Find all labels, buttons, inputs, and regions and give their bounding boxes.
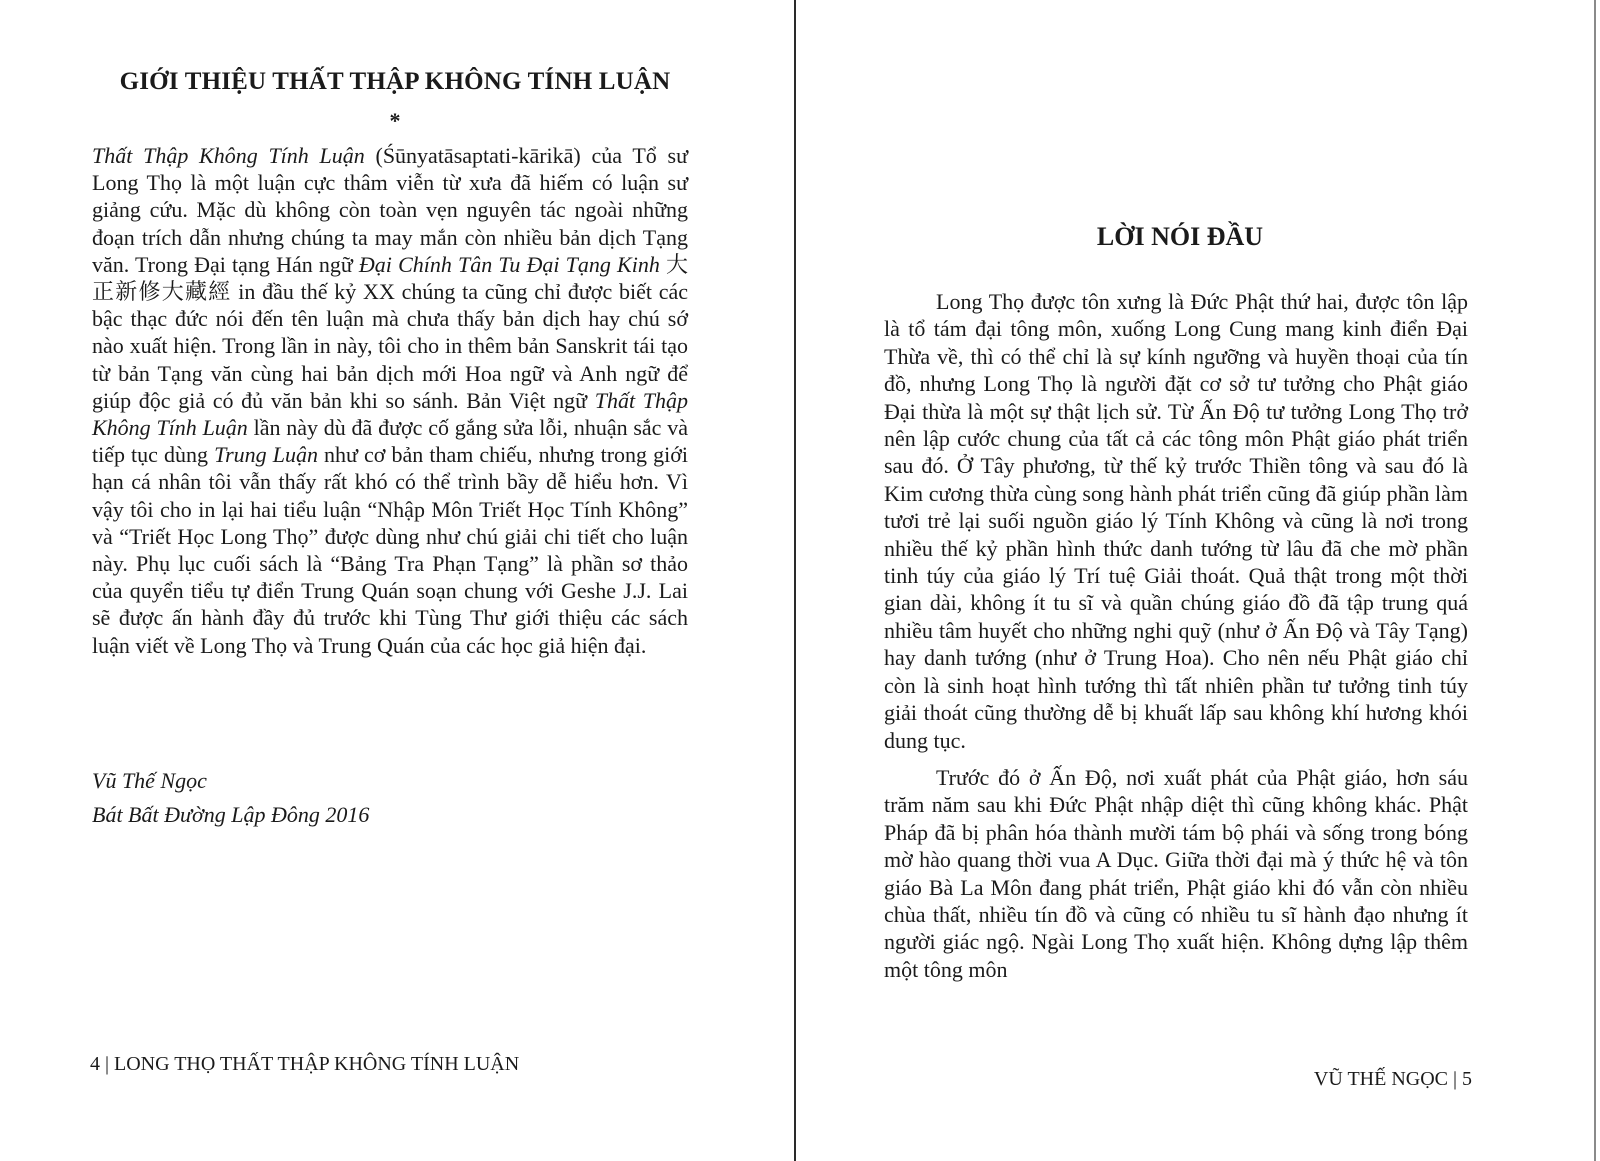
- title-separator: *: [389, 108, 401, 133]
- text-run: như cơ bản tham chiếu, nhưng trong giới hạn cá nhân tôi vẫn thấy rất khó có thể trình bầy dễ hiểu hơn. Vì vậy tôi cho in lại hai tiểu luận “Nhập Môn Triết Học Tính Không” và “Triết Học Long Thọ” được dùng như chú giải chi tiết cho luận này. Phụ lục cuối sách là “Bảng Tra Phạn Tạng” là phần sơ thảo của quyển tiểu tự điển Trung Quán soạn chung với Geshe J.J. Lai sẽ được ấn hành đầy đủ trước khi Tùng Thư giới thiệu các sách luận viết về Long Thọ và Trung Quán của các học giả hiện đại.: [92, 442, 688, 658]
- text-run: (Śūnyatāsaptati-kārikā) của Tổ sư Long Thọ là một luận cực thâm viễn từ xưa đã hiếm có luận sư giảng cứu. Mặc dù không còn toàn vẹn nguyên tác ngoài những đoạn trích dẫn nhưng chúng ta may mắn còn nhiều bản dịch Tạng văn. Trong Đại tạng Hán ngữ: [92, 143, 688, 277]
- text-run: lần này dù đã được cố gắng sửa lỗi, nhuận sắc và tiếp tục dùng: [92, 415, 688, 468]
- text-run: 大正新修大藏經 in đầu thế kỷ XX chúng ta cũng chỉ được biết các bậc thạc đức nói đến tên luận mà chưa thấy bản dịch hay chú sớ nào xuất hiện. Trong lần in này, tôi cho in thêm bản Sanskrit tái tạo từ bản Tạng văn cùng hai bản dịch mới Hoa ngữ và Anh ngữ để giúp độc giả có đủ văn bản khi so sánh. Bản Việt ngữ: [92, 251, 688, 413]
- left-page-title: GIỚI THIỆU THẤT THẬP KHÔNG TÍNH LUẬN: [119, 68, 671, 95]
- intro-paragraph: [92, 142, 688, 659]
- preface-paragraph: Trước đó ở Ấn Độ, nơi xuất phát của Phật giáo, hơn sáu trăm năm sau khi Đức Phật nhập diệt thì cũng không khác. Phật Pháp đã bị phân hóa thành mười tám bộ phái và sống trong bóng mờ hào quang thời vua A Dục. Giữa thời đại mà ý thức hệ và tôn giáo Bà La Môn đang phát triển, Phật giáo khi đó vẫn còn nhiều chùa thất, nhiều tín đồ và cũng có nhiều tu sĩ hành đạo nhưng ít người giác ngộ. Ngài Long Thọ xuất hiện. Không dựng lập thêm một tông môn: [884, 764, 1468, 982]
- left-page: [0, 0, 794, 1161]
- left-page-footer: 4 | LONG THỌ THẤT THẬP KHÔNG TÍNH LUẬN: [90, 1053, 520, 1075]
- italic-run: Thất Thập Không Tính Luận: [92, 387, 688, 441]
- page-edge: [1594, 0, 1596, 1161]
- preface-paragraph: Long Thọ được tôn xưng là Đức Phật thứ hai, được tôn lập là tổ tám đại tông môn, xuống Long Cung mang kinh điển Đại Thừa về, thì có thể chỉ là sự kính ngưỡng và huyền thoại của tín đồ, nhưng Long Thọ là người đặt cơ sở tư tưởng cho Phật giáo Đại thừa là một sự thật lịch sử. Từ Ấn Độ tư tưởng Long Thọ trở nên lập cước chung của tất cả các tông môn Phật giáo phát triển sau đó. Ở Tây phương, từ thế kỷ trước Thiền tông và sau đó là Kim cương thừa cùng song hành phát triển cũng đã giúp phần làm tươi trẻ lại suối nguồn giáo lý Tính Không và cũng là nơi trong nhiều thế kỷ phần hình thức danh tướng từ lâu đã che mờ phần tinh túy của giáo lý Trí tuệ Giải thoát. Quả thật trong một thời gian dài, không ít tu sĩ và quần chúng giáo đồ đã tập trung quá nhiều tâm huyết cho những nghi quỹ (như ở Ấn Độ và Tây Tạng) hay danh tướng (như ở Trung Hoa). Cho nên nếu Phật giáo chỉ còn là sinh hoạt hình tướng thì tất nhiên phần tư tưởng tinh túy giải thoát cũng thường dễ bị khuất lấp sau không khí hương khói dung tục.: [884, 289, 1468, 753]
- signature-name: Vũ Thế Ngọc: [92, 768, 207, 793]
- right-page-body: [884, 288, 1468, 983]
- left-page-body: [92, 142, 688, 659]
- right-page-footer: VŨ THẾ NGỌC | 5: [1313, 1068, 1472, 1090]
- italic-run: Thất Thập Không Tính Luận: [92, 143, 365, 168]
- signature-place: Bát Bất Đường Lập Đông 2016: [92, 802, 370, 827]
- italic-run: Đại Chính Tân Tu Đại Tạng Kinh: [358, 251, 660, 277]
- italic-run: Trung Luận: [214, 442, 318, 468]
- right-page-title: LỜI NÓI ĐẦU: [1096, 222, 1264, 251]
